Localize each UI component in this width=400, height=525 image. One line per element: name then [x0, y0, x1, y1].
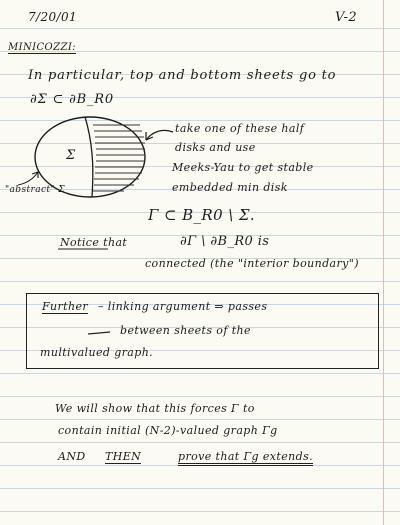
page-number: V-2: [335, 10, 358, 25]
figure-note-line-2: disks and use: [175, 141, 256, 154]
gamma-statement: Γ ⊂ B_R0 \ Σ.: [148, 206, 256, 224]
figure-note-line-1: take one of these half: [175, 122, 305, 135]
date: 7/20/01: [28, 10, 78, 24]
notice-line-2: connected (the "interior boundary"): [145, 257, 359, 270]
intro-line-1: In particular, top and bottom sheets go to: [28, 68, 337, 83]
further-line-3: multivalued graph.: [40, 346, 154, 359]
section-heading: MINICOZZI:: [8, 42, 76, 53]
figure-note-line-3: Meeks-Yau to get stable: [172, 161, 314, 174]
notice-label: Notice that: [60, 236, 128, 249]
conclusion-and: AND: [58, 450, 86, 463]
conclusion-then: THEN: [105, 450, 142, 463]
figure-note-line-4: embedded min disk: [172, 181, 288, 194]
sigma-label: Σ: [66, 148, 76, 163]
further-line-2: between sheets of the: [120, 324, 251, 337]
conclusion-line-2: contain initial (N-2)-valued graph Γg: [58, 424, 278, 437]
further-line-1: – linking argument ⇒ passes: [98, 300, 268, 313]
intro-line-2: ∂Σ ⊂ ∂B_R0: [30, 92, 114, 107]
abstract-sigma-label: "abstract" Σ: [5, 185, 65, 195]
conclusion-extends: prove that Γg extends.: [178, 450, 313, 466]
further-label: Further: [42, 300, 89, 313]
notice-expression: ∂Γ \ ∂B_R0 is: [180, 234, 270, 249]
conclusion-line-1: We will show that this forces Γ to: [55, 402, 255, 415]
